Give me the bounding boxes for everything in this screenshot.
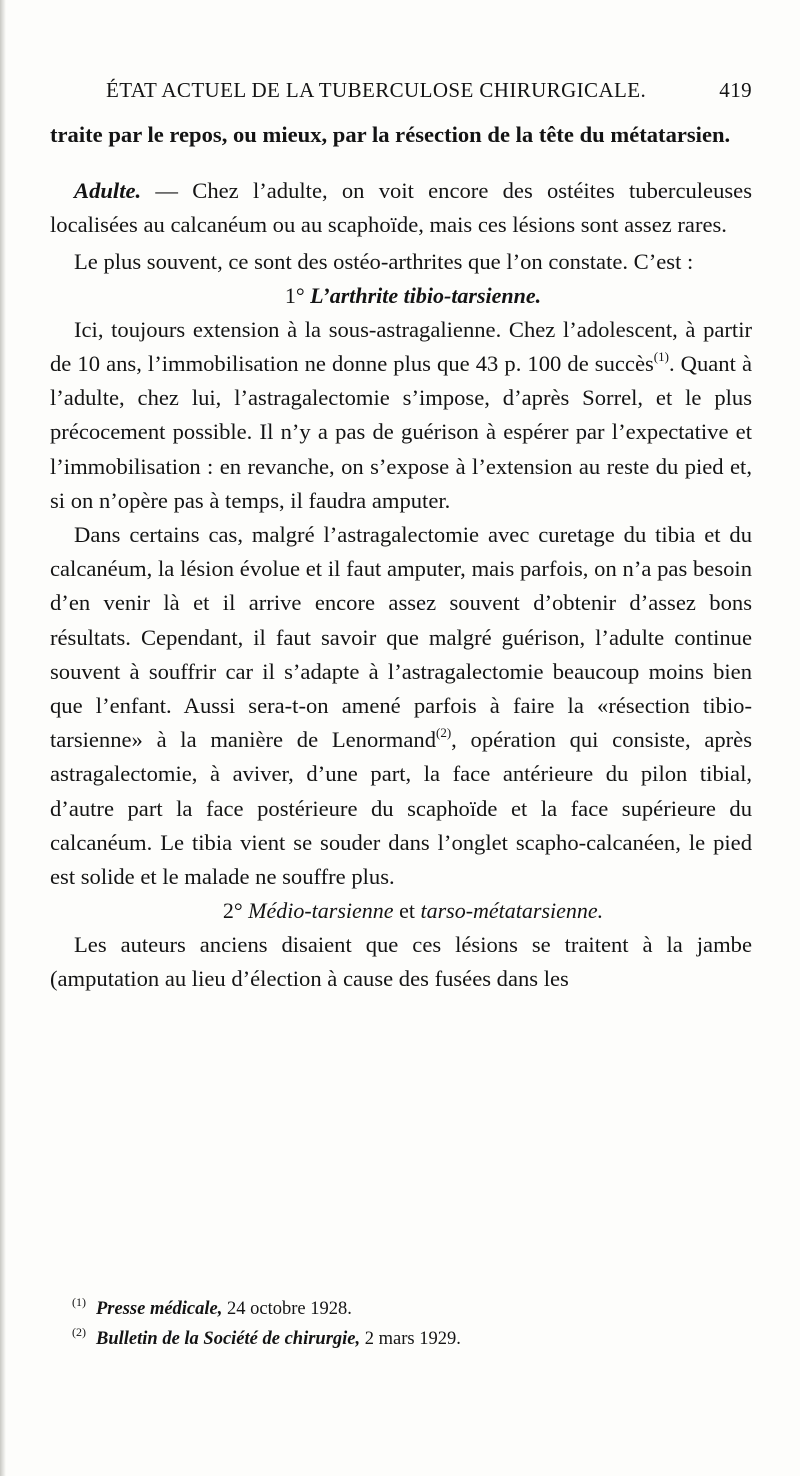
section-title: L’arthrite tibio-tarsienne.: [310, 282, 542, 308]
footnote-ref-2[interactable]: (2): [436, 725, 452, 741]
footnotes: [72, 1294, 752, 1354]
section-title-conjunction: et: [399, 898, 415, 924]
paragraph-extension: [50, 313, 752, 518]
footnote-source: Bulletin de la Société de chirurgie,: [96, 1329, 361, 1349]
running-header: [50, 78, 752, 106]
footnote-date: 24 octobre 1928.: [227, 1299, 352, 1319]
paragraph-astragalectomie: [50, 518, 752, 894]
section-title-2b: tarso-métatarsienne.: [420, 898, 604, 924]
body-text: [50, 118, 752, 997]
section-heading-arthrite-tibio-tarsienne: [50, 279, 752, 313]
paragraph-extension-text-b: . Quant à l’adulte, chez lui, l’astragalectomie s’impose, d’après Sorrel, et le plus précocement possible. Il n’y a pas de guérison à espérer par l’expectative et l’immobilisation : en revanche, on s’expose à l’extension au reste du pied et, si on n’opère pas à temps, il faudra amputer.: [50, 351, 752, 513]
section-heading-medio-tarsienne: [50, 894, 752, 928]
section-number-2: 2°: [222, 898, 243, 924]
footnote-ref-1[interactable]: (1): [653, 349, 669, 365]
page-edge-shadow: [0, 0, 6, 1476]
paragraph-lead-adulte: Adulte.: [74, 178, 142, 204]
paragraph-adulte: [50, 174, 752, 242]
paragraph-osteo-arthrites: Le plus souvent, ce sont des ostéo-arthrites que l’on constate. C’est :: [74, 248, 694, 274]
footnote-1: [72, 1294, 752, 1324]
running-title: ÉTAT ACTUEL DE LA TUBERCULOSE CHIRURGICALE.: [106, 78, 647, 102]
page-number: 419: [719, 78, 752, 102]
section-number: 1°: [284, 282, 305, 308]
footnote-mark: (2): [72, 1325, 86, 1339]
paragraph-continuation: traite par le repos, ou mieux, par la résection de la tête du métatarsien.: [50, 122, 731, 147]
footnote-date: 2 mars 1929.: [364, 1329, 461, 1349]
paragraph-astragalectomie-text-a: Dans certains cas, malgré l’astragalectomie avec curetage du tibia et du calcanéum, la lésion évolue et il faut amputer, mais parfois, on n’a pas besoin d’en venir là et il arrive encore assez souvent d’obtenir d’assez bons résultats. Cependant, il faut savoir que malgré guérison, l’adulte continue souvent à souffrir car il s’adapte à l’astragalectomie beaucoup moins bien que l’enfant. Aussi sera-t-on amené parfois à faire la «résection tibio-tarsienne» à la manière de Lenormand: [50, 522, 752, 753]
paragraph-auteurs-anciens: Les auteurs anciens disaient que ces lésions se traitent à la jambe (amputation au lieu d’élection à cause des fusées dans les: [50, 932, 752, 992]
footnote-2: [72, 1324, 752, 1354]
paragraph-adulte-text: — Chez l’adulte, on voit encore des ostéites tuberculeuses localisées au calcanéum ou au scaphoïde, mais ces lésions sont assez rares.: [50, 178, 752, 238]
footnote-mark: (1): [72, 1295, 86, 1309]
section-title-2a: Médio-tarsienne: [248, 898, 394, 924]
footnote-source: Presse médicale,: [96, 1299, 223, 1319]
paragraph-astragalectomie-text-b: , opération qui consiste, après astragalectomie, à aviver, d’une part, la face antérieure du pilon tibial, d’autre part la face postérieure du scaphoïde et la face supérieure du calcanéum. Le tibia vient se souder dans l’onglet scapho-calcanéen, le pied est solide et le malade ne souffre plus.: [50, 727, 752, 890]
paragraph-extension-text-a: Ici, toujours extension à la sous-astragalienne. Chez l’adolescent, à partir de 10 ans, l’immobilisation ne donne plus que 43 p. 100 de succès: [50, 316, 752, 377]
